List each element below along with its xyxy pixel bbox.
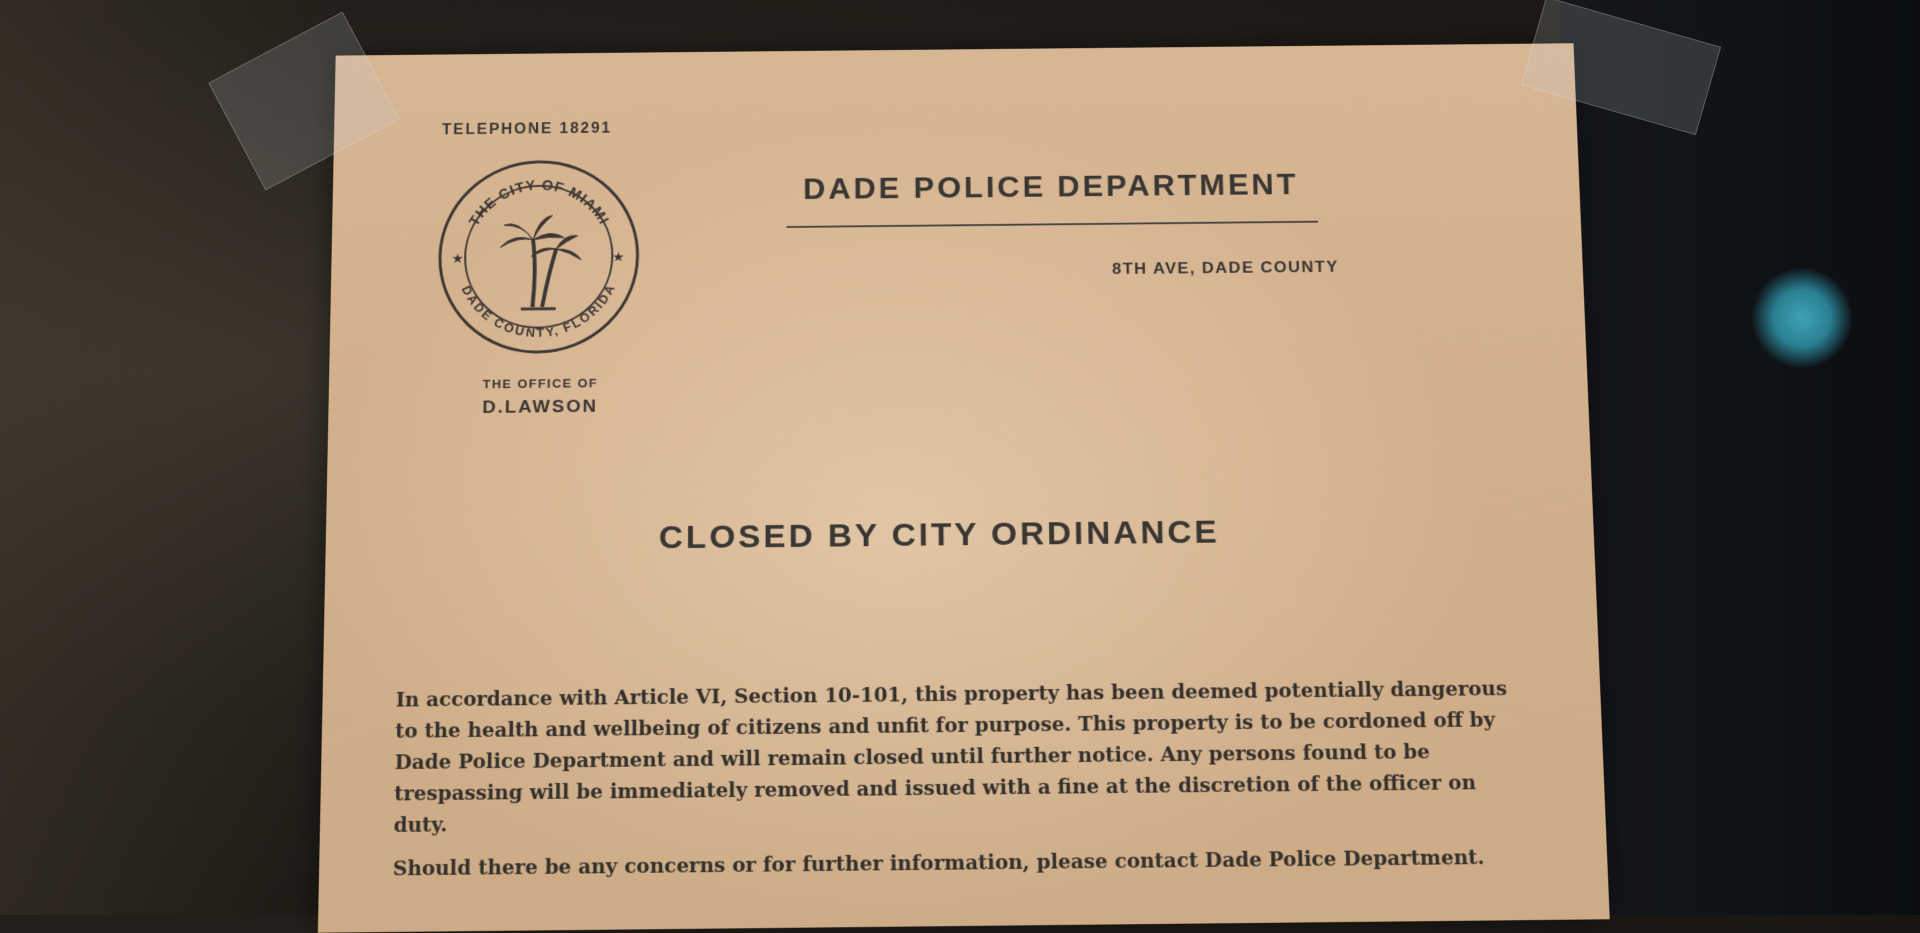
- telephone-number: TELEPHONE 18291: [441, 120, 612, 138]
- seal-star-right-icon: ★: [612, 249, 625, 265]
- palm-trees-icon: [499, 215, 581, 309]
- heading-divider: [787, 221, 1319, 228]
- seal-bottom-text: DADE COUNTY, FLORIDA: [458, 282, 619, 340]
- office-name: D.LAWSON: [482, 396, 598, 418]
- department-address: 8TH AVE, DADE COUNTY: [1111, 257, 1339, 278]
- notice-headline: CLOSED BY CITY ORDINANCE: [658, 513, 1220, 556]
- notice-paper: [318, 43, 1610, 932]
- notice-paragraph-2: Should there be any concerns or for further information, please contact Dade Police Department.: [392, 845, 1485, 881]
- office-of-label: THE OFFICE OF: [482, 375, 599, 392]
- background-dark-right: [1560, 0, 1920, 915]
- seal-star-left-icon: ★: [451, 251, 464, 266]
- blue-light-glow: [1752, 268, 1852, 368]
- notice-paragraph-1: In accordance with Article VI, Section 10-101, this property has been deemed potentially dangerous to the health and wellbeing of citizens and unfit for purpose. This property is to be cordoned off by Dade Police Department and will remain closed until further notice. Any persons found to be trespassing will be immediately removed and issued with a fine at the discretion of the officer on duty.: [393, 676, 1508, 837]
- seal-top-text: THE CITY OF MIAMI: [466, 178, 612, 229]
- city-seal: [435, 157, 642, 357]
- department-heading: DADE POLICE DEPARTMENT: [803, 167, 1299, 206]
